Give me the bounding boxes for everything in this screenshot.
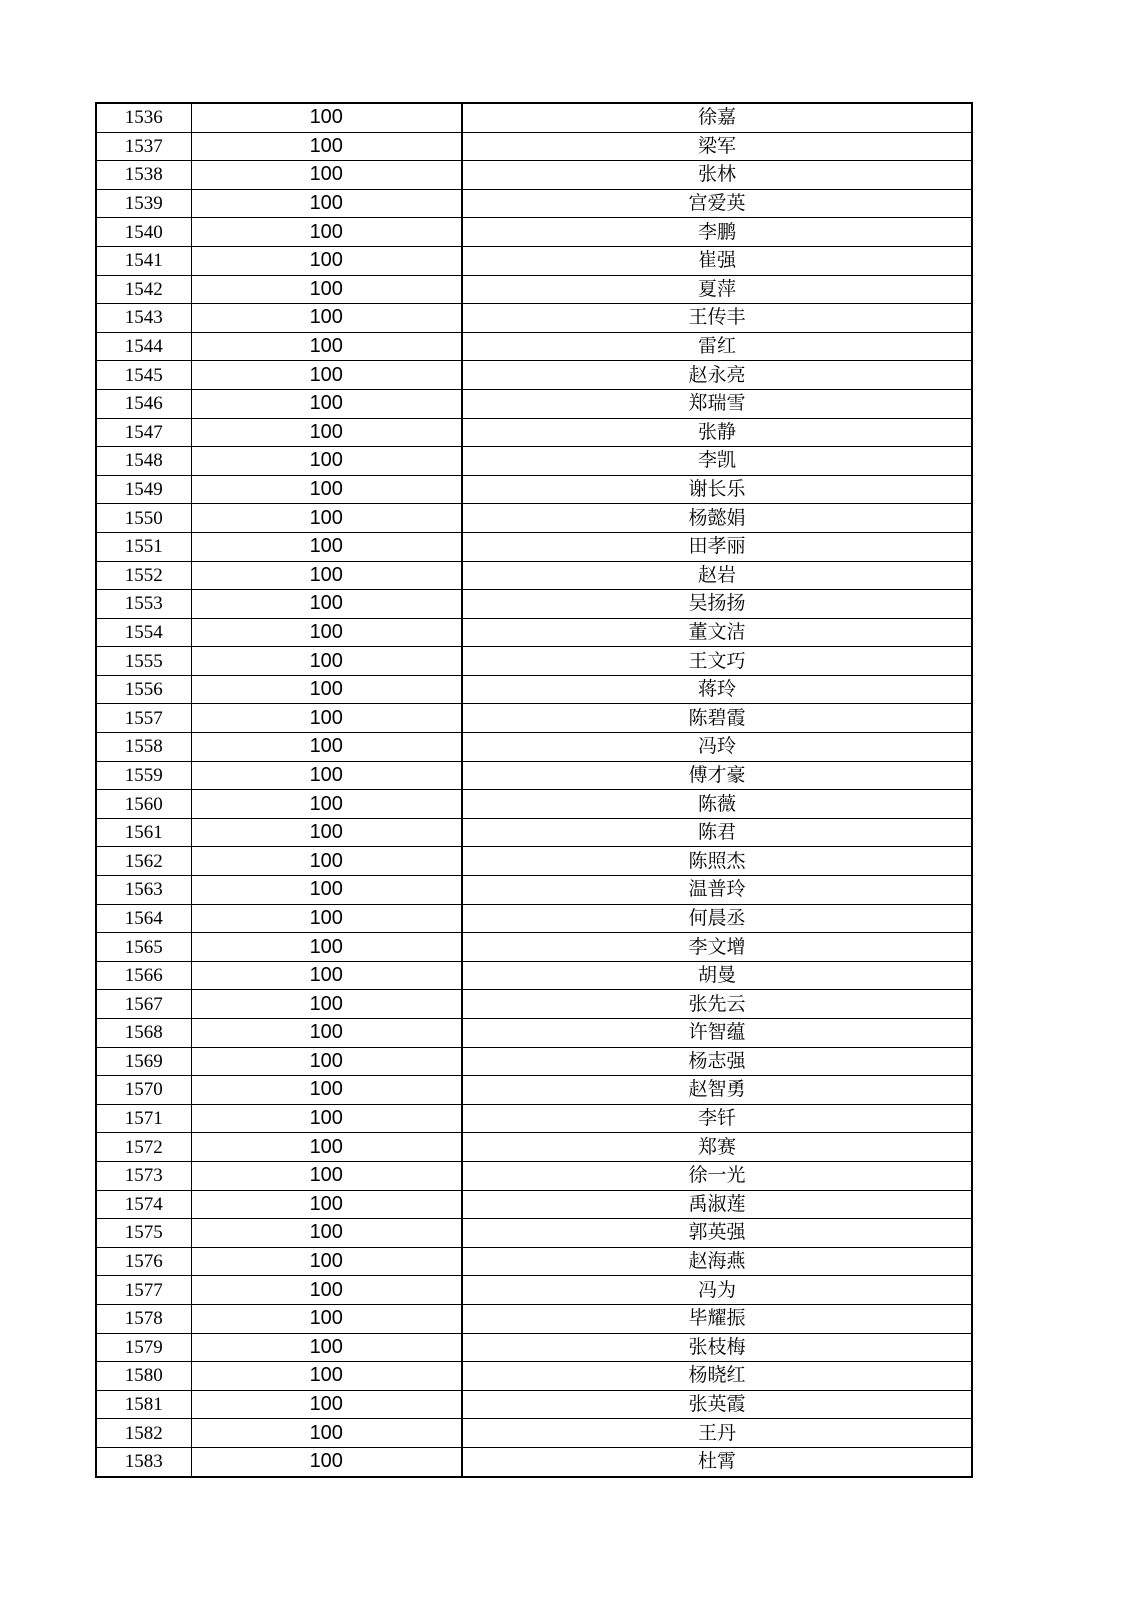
amount-cell: 100 — [191, 475, 462, 504]
row-number-cell: 1580 — [96, 1362, 191, 1391]
amount-cell: 100 — [191, 1019, 462, 1048]
table-row — [96, 389, 972, 418]
row-number-cell: 1560 — [96, 790, 191, 819]
row-number-cell: 1568 — [96, 1019, 191, 1048]
amount-cell: 100 — [191, 1333, 462, 1362]
amount-cell: 100 — [191, 761, 462, 790]
name-cell: 杨晓红 — [462, 1362, 972, 1391]
row-number-cell: 1550 — [96, 504, 191, 533]
row-number-cell: 1565 — [96, 933, 191, 962]
row-number-cell: 1561 — [96, 818, 191, 847]
row-number-cell: 1571 — [96, 1104, 191, 1133]
name-cell: 毕耀振 — [462, 1304, 972, 1333]
name-cell: 王传丰 — [462, 304, 972, 333]
amount-cell: 100 — [191, 1219, 462, 1248]
row-number-cell: 1570 — [96, 1076, 191, 1105]
table-row — [96, 590, 972, 619]
amount-cell: 100 — [191, 1362, 462, 1391]
name-cell: 陈君 — [462, 818, 972, 847]
amount-cell: 100 — [191, 1390, 462, 1419]
name-cell: 谢长乐 — [462, 475, 972, 504]
name-cell: 冯玲 — [462, 733, 972, 762]
amount-cell: 100 — [191, 618, 462, 647]
amount-cell: 100 — [191, 103, 462, 132]
row-number-cell: 1539 — [96, 189, 191, 218]
row-number-cell: 1562 — [96, 847, 191, 876]
row-number-cell: 1547 — [96, 418, 191, 447]
name-cell: 杨懿娟 — [462, 504, 972, 533]
row-number-cell: 1567 — [96, 990, 191, 1019]
name-cell: 李钎 — [462, 1104, 972, 1133]
row-number-cell: 1583 — [96, 1447, 191, 1476]
amount-cell: 100 — [191, 847, 462, 876]
table-row — [96, 361, 972, 390]
name-cell: 温普玲 — [462, 876, 972, 905]
row-number-cell: 1546 — [96, 389, 191, 418]
amount-cell: 100 — [191, 447, 462, 476]
amount-cell: 100 — [191, 218, 462, 247]
table-row — [96, 1219, 972, 1248]
table-row — [96, 475, 972, 504]
row-number-cell: 1552 — [96, 561, 191, 590]
amount-cell: 100 — [191, 389, 462, 418]
amount-cell: 100 — [191, 1076, 462, 1105]
name-cell: 崔强 — [462, 246, 972, 275]
table-row — [96, 561, 972, 590]
table-row — [96, 447, 972, 476]
row-number-cell: 1582 — [96, 1419, 191, 1448]
name-cell: 杨志强 — [462, 1047, 972, 1076]
name-cell: 陈碧霞 — [462, 704, 972, 733]
row-number-cell: 1559 — [96, 761, 191, 790]
amount-cell: 100 — [191, 246, 462, 275]
amount-cell: 100 — [191, 904, 462, 933]
row-number-cell: 1557 — [96, 704, 191, 733]
amount-cell: 100 — [191, 1047, 462, 1076]
table-row — [96, 904, 972, 933]
name-cell: 傅才豪 — [462, 761, 972, 790]
name-cell: 陈薇 — [462, 790, 972, 819]
row-number-cell: 1564 — [96, 904, 191, 933]
name-cell: 赵岩 — [462, 561, 972, 590]
row-number-cell: 1540 — [96, 218, 191, 247]
name-cell: 张枝梅 — [462, 1333, 972, 1362]
amount-cell: 100 — [191, 504, 462, 533]
name-cell: 郑瑞雪 — [462, 389, 972, 418]
name-cell: 赵智勇 — [462, 1076, 972, 1105]
name-cell: 王丹 — [462, 1419, 972, 1448]
row-number-cell: 1573 — [96, 1161, 191, 1190]
table-row — [96, 790, 972, 819]
name-cell: 李凯 — [462, 447, 972, 476]
row-number-cell: 1576 — [96, 1247, 191, 1276]
row-number-cell: 1549 — [96, 475, 191, 504]
table-row — [96, 189, 972, 218]
amount-cell: 100 — [191, 275, 462, 304]
name-cell: 何晨丞 — [462, 904, 972, 933]
name-cell: 雷红 — [462, 332, 972, 361]
name-cell: 许智蕴 — [462, 1019, 972, 1048]
table-row — [96, 1419, 972, 1448]
amount-cell: 100 — [191, 1276, 462, 1305]
row-number-cell: 1542 — [96, 275, 191, 304]
row-number-cell: 1536 — [96, 103, 191, 132]
amount-cell: 100 — [191, 704, 462, 733]
name-cell: 赵永亮 — [462, 361, 972, 390]
row-number-cell: 1581 — [96, 1390, 191, 1419]
table-row — [96, 847, 972, 876]
table-row — [96, 1047, 972, 1076]
row-number-cell: 1541 — [96, 246, 191, 275]
table-row — [96, 1304, 972, 1333]
table-row — [96, 933, 972, 962]
row-number-cell: 1578 — [96, 1304, 191, 1333]
table-row — [96, 675, 972, 704]
amount-cell: 100 — [191, 933, 462, 962]
table-row — [96, 103, 972, 132]
name-cell: 胡曼 — [462, 961, 972, 990]
name-cell: 宫爱英 — [462, 189, 972, 218]
amount-cell: 100 — [191, 818, 462, 847]
table-row — [96, 1390, 972, 1419]
table-row — [96, 761, 972, 790]
table-row — [96, 418, 972, 447]
amount-cell: 100 — [191, 647, 462, 676]
name-cell: 冯为 — [462, 1276, 972, 1305]
name-cell: 禹淑莲 — [462, 1190, 972, 1219]
name-cell: 李文增 — [462, 933, 972, 962]
amount-cell: 100 — [191, 1190, 462, 1219]
row-number-cell: 1579 — [96, 1333, 191, 1362]
table-row — [96, 1276, 972, 1305]
row-number-cell: 1577 — [96, 1276, 191, 1305]
amount-cell: 100 — [191, 990, 462, 1019]
table-row — [96, 161, 972, 190]
row-number-cell: 1554 — [96, 618, 191, 647]
row-number-cell: 1545 — [96, 361, 191, 390]
amount-cell: 100 — [191, 332, 462, 361]
name-cell: 张先云 — [462, 990, 972, 1019]
amount-cell: 100 — [191, 961, 462, 990]
amount-cell: 100 — [191, 733, 462, 762]
name-cell: 李鹏 — [462, 218, 972, 247]
table-row — [96, 990, 972, 1019]
row-number-cell: 1566 — [96, 961, 191, 990]
row-number-cell: 1555 — [96, 647, 191, 676]
row-number-cell: 1548 — [96, 447, 191, 476]
row-number-cell: 1569 — [96, 1047, 191, 1076]
name-cell: 郑赛 — [462, 1133, 972, 1162]
table-row — [96, 618, 972, 647]
name-cell: 徐嘉 — [462, 103, 972, 132]
name-cell: 蒋玲 — [462, 675, 972, 704]
table-row — [96, 332, 972, 361]
table-row — [96, 532, 972, 561]
table-row — [96, 218, 972, 247]
amount-cell: 100 — [191, 1304, 462, 1333]
name-cell: 赵海燕 — [462, 1247, 972, 1276]
amount-cell: 100 — [191, 418, 462, 447]
amount-cell: 100 — [191, 675, 462, 704]
table-row — [96, 1362, 972, 1391]
table-row — [96, 1447, 972, 1476]
table-row — [96, 275, 972, 304]
amount-cell: 100 — [191, 361, 462, 390]
name-cell: 张英霞 — [462, 1390, 972, 1419]
table-row — [96, 1247, 972, 1276]
name-cell: 杜霄 — [462, 1447, 972, 1476]
name-cell: 梁军 — [462, 132, 972, 161]
amount-cell: 100 — [191, 876, 462, 905]
table-row — [96, 876, 972, 905]
amount-cell: 100 — [191, 1419, 462, 1448]
row-number-cell: 1563 — [96, 876, 191, 905]
amount-cell: 100 — [191, 790, 462, 819]
row-number-cell: 1574 — [96, 1190, 191, 1219]
name-cell: 张静 — [462, 418, 972, 447]
row-number-cell: 1544 — [96, 332, 191, 361]
amount-cell: 100 — [191, 1104, 462, 1133]
table-row — [96, 647, 972, 676]
table-row — [96, 246, 972, 275]
amount-cell: 100 — [191, 1161, 462, 1190]
table-row — [96, 1161, 972, 1190]
table-row — [96, 818, 972, 847]
row-number-cell: 1538 — [96, 161, 191, 190]
table-row — [96, 504, 972, 533]
table-row — [96, 1019, 972, 1048]
table-row — [96, 1190, 972, 1219]
name-cell: 王文巧 — [462, 647, 972, 676]
name-cell: 吴扬扬 — [462, 590, 972, 619]
amount-cell: 100 — [191, 590, 462, 619]
table-row — [96, 304, 972, 333]
amount-cell: 100 — [191, 532, 462, 561]
row-number-cell: 1575 — [96, 1219, 191, 1248]
row-number-cell: 1551 — [96, 532, 191, 561]
name-cell: 夏萍 — [462, 275, 972, 304]
table-row — [96, 1133, 972, 1162]
name-cell: 陈照杰 — [462, 847, 972, 876]
amount-cell: 100 — [191, 189, 462, 218]
name-cell: 张林 — [462, 161, 972, 190]
table-row — [96, 1333, 972, 1362]
amount-cell: 100 — [191, 132, 462, 161]
name-cell: 徐一光 — [462, 1161, 972, 1190]
amount-cell: 100 — [191, 1133, 462, 1162]
table-row — [96, 132, 972, 161]
name-cell: 董文洁 — [462, 618, 972, 647]
table-row — [96, 1076, 972, 1105]
roster-table-body — [96, 103, 972, 1477]
roster-table — [95, 102, 973, 1478]
row-number-cell: 1556 — [96, 675, 191, 704]
row-number-cell: 1572 — [96, 1133, 191, 1162]
table-row — [96, 704, 972, 733]
row-number-cell: 1543 — [96, 304, 191, 333]
amount-cell: 100 — [191, 561, 462, 590]
row-number-cell: 1537 — [96, 132, 191, 161]
amount-cell: 100 — [191, 1447, 462, 1476]
name-cell: 郭英强 — [462, 1219, 972, 1248]
row-number-cell: 1553 — [96, 590, 191, 619]
row-number-cell: 1558 — [96, 733, 191, 762]
amount-cell: 100 — [191, 304, 462, 333]
table-row — [96, 1104, 972, 1133]
table-row — [96, 961, 972, 990]
name-cell: 田孝丽 — [462, 532, 972, 561]
table-row — [96, 733, 972, 762]
amount-cell: 100 — [191, 1247, 462, 1276]
amount-cell: 100 — [191, 161, 462, 190]
